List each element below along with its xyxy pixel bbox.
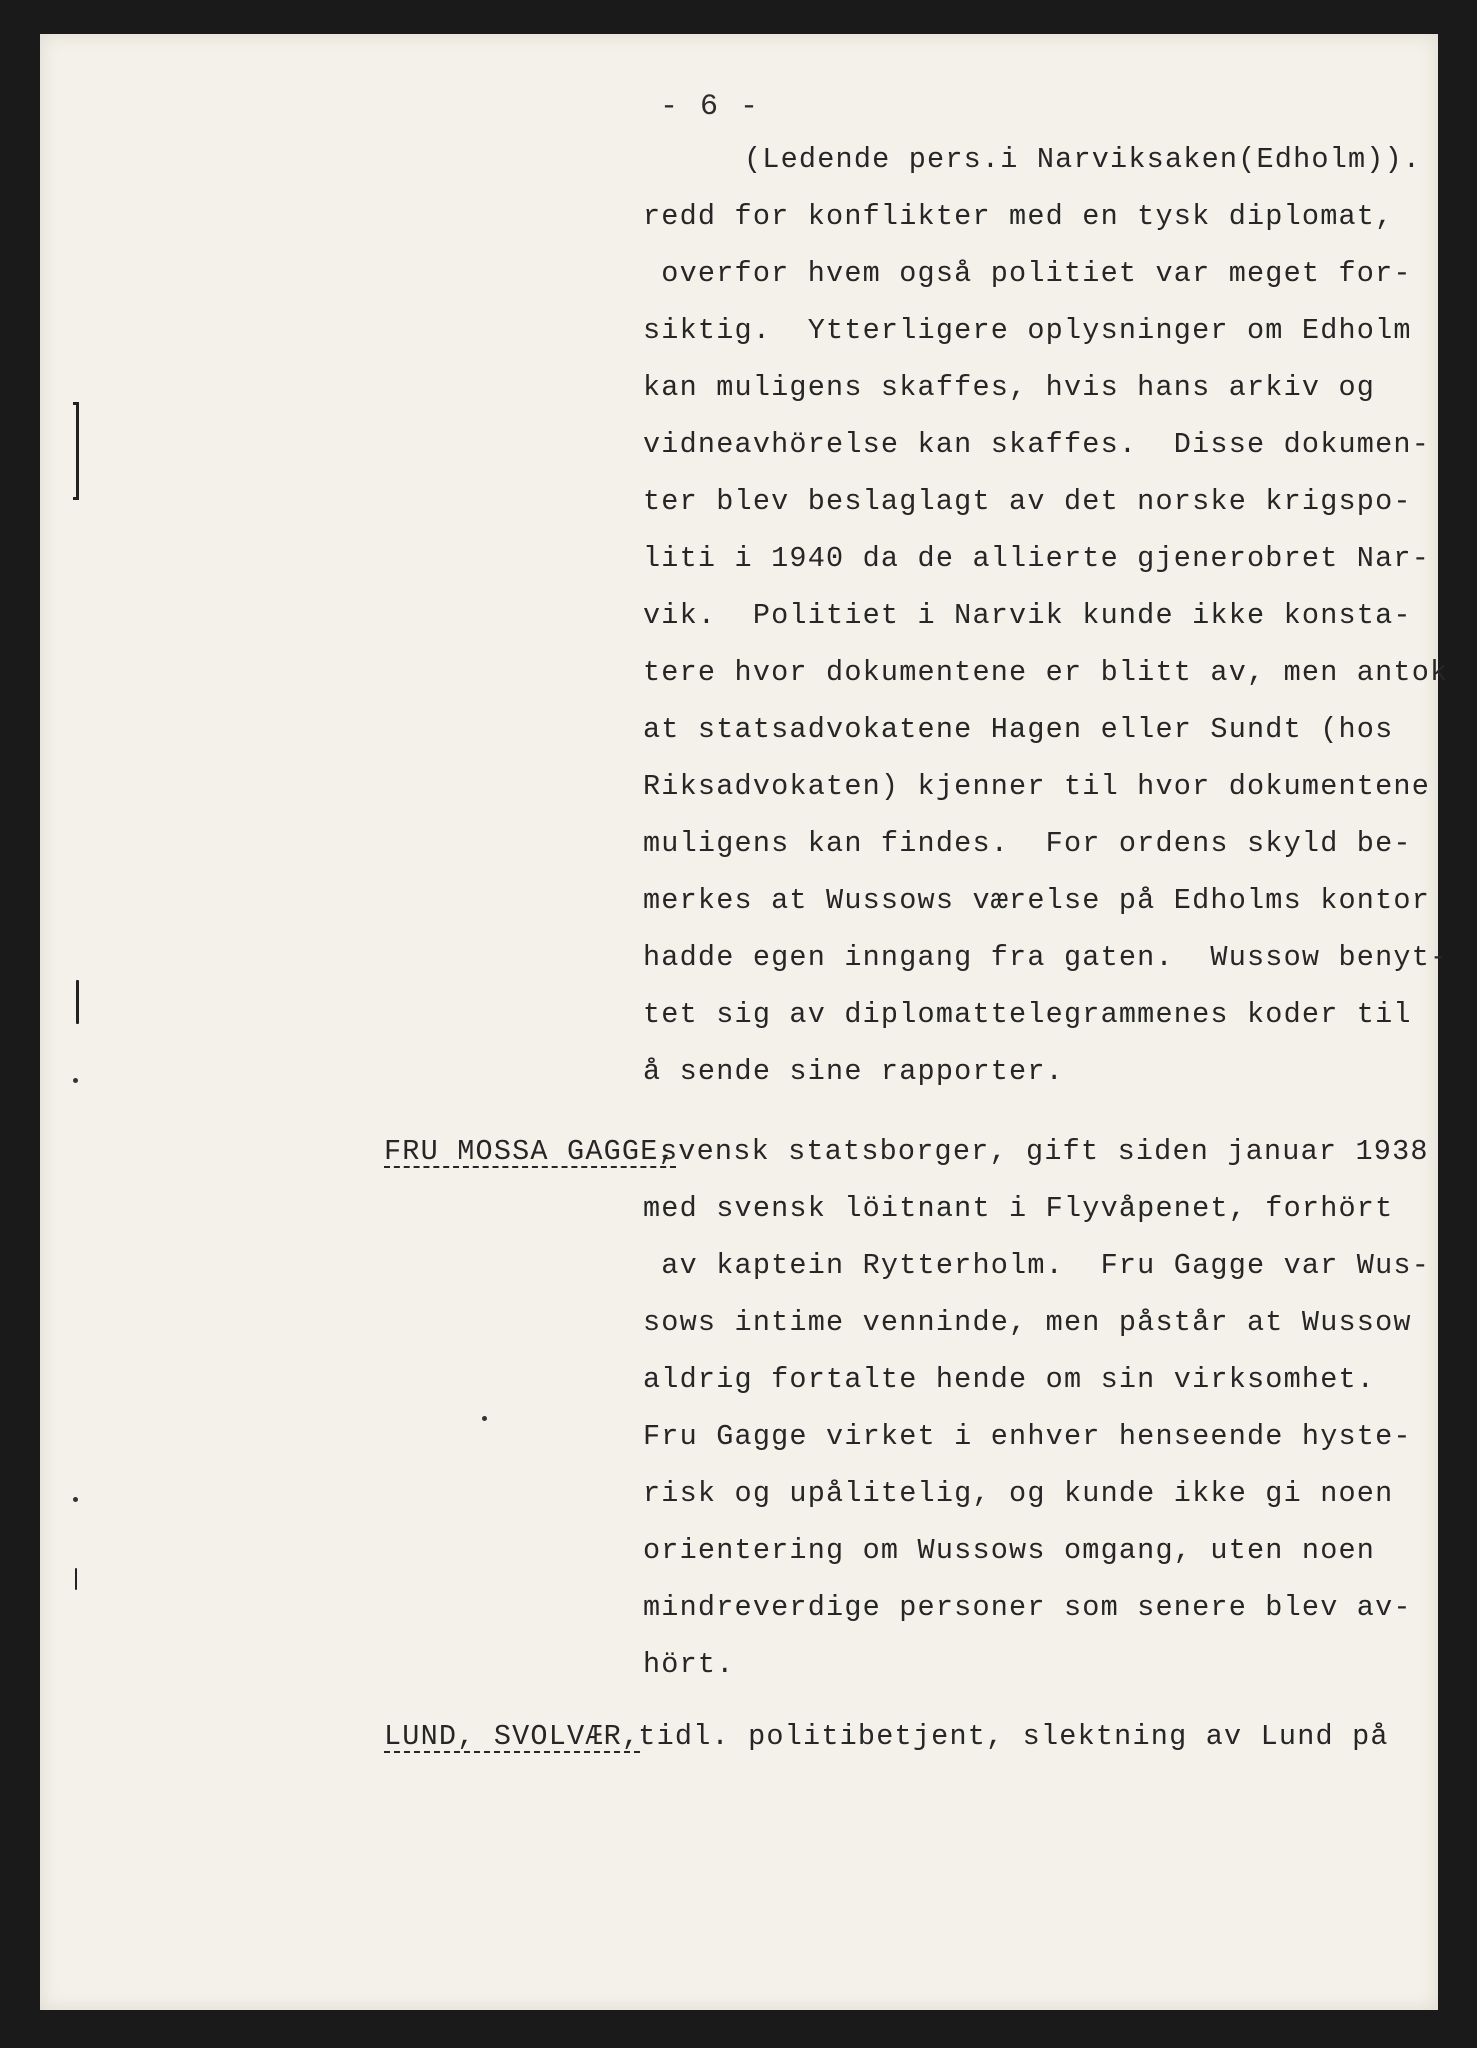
body-line: å sende sine rapporter. <box>643 1055 1064 1088</box>
entry-label: LUND, SVOLVÆR, <box>384 1720 641 1753</box>
body-line: kan muligens skaffes, hvis hans arkiv og <box>643 371 1376 404</box>
body-line: overfor hvem også politiet var meget for- <box>643 257 1412 290</box>
entry-line: mindreverdige personer som senere blev av- <box>643 1591 1412 1624</box>
entry-line: risk og upålitelig, og kunde ikke gi noen <box>643 1477 1394 1510</box>
body-line: tere hvor dokumentene er blitt av, men antok <box>643 656 1449 689</box>
margin-dot <box>73 1497 78 1502</box>
body-line: tet sig av diplomattelegrammenes koder til <box>643 998 1412 1031</box>
margin-line-mark <box>75 1568 77 1590</box>
body-line: ter blev beslaglagt av det norske krigspo- <box>643 485 1412 518</box>
body-line: merkes at Wussows værelse på Edholms kontor <box>643 884 1431 917</box>
body-line: muligens kan findes. For ordens skyld be- <box>643 827 1412 860</box>
margin-bracket-bottom <box>73 497 79 500</box>
body-line: hadde egen inngang fra gaten. Wussow benyt- <box>643 941 1449 974</box>
entry-line: svensk statsborger, gift siden januar 1938 <box>660 1135 1429 1168</box>
entry-line: med svensk löitnant i Flyvåpenet, forhört <box>643 1192 1394 1225</box>
body-line: redd for konflikter med en tysk diplomat, <box>643 200 1394 233</box>
entry-line: Fru Gagge virket i enhver henseende hyste- <box>643 1420 1412 1453</box>
entry-label: FRU MOSSA GAGGE, <box>384 1135 677 1168</box>
entry-line: hört. <box>643 1648 735 1681</box>
entry-line: av kaptein Rytterholm. Fru Gagge var Wus- <box>643 1249 1431 1282</box>
margin-dot <box>73 1078 78 1083</box>
margin-dot <box>482 1416 487 1421</box>
body-line: (Ledende pers.i Narviksaken(Edholm)). <box>744 143 1422 176</box>
margin-line-mark <box>76 980 79 1024</box>
entry-line: aldrig fortalte hende om sin virksomhet. <box>643 1363 1376 1396</box>
page-number: - 6 - <box>660 90 761 124</box>
entry-line: tidl. politibetjent, slektning av Lund på <box>620 1720 1389 1753</box>
body-line: liti i 1940 da de allierte gjenerobret Nar- <box>643 542 1431 575</box>
entry-line: orientering om Wussows omgang, uten noen <box>643 1534 1376 1567</box>
body-line: vik. Politiet i Narvik kunde ikke konsta- <box>643 599 1412 632</box>
body-line: siktig. Ytterligere oplysninger om Edholm <box>643 314 1412 347</box>
body-line: Riksadvokaten) kjenner til hvor dokumentene <box>643 770 1431 803</box>
entry-line: sows intime venninde, men påstår at Wussow <box>643 1306 1412 1339</box>
margin-bracket-top <box>73 402 79 405</box>
margin-bracket-mark <box>76 402 79 498</box>
body-line: vidneavhörelse kan skaffes. Disse dokumen- <box>643 428 1431 461</box>
body-line: at statsadvokatene Hagen eller Sundt (hos <box>643 713 1394 746</box>
